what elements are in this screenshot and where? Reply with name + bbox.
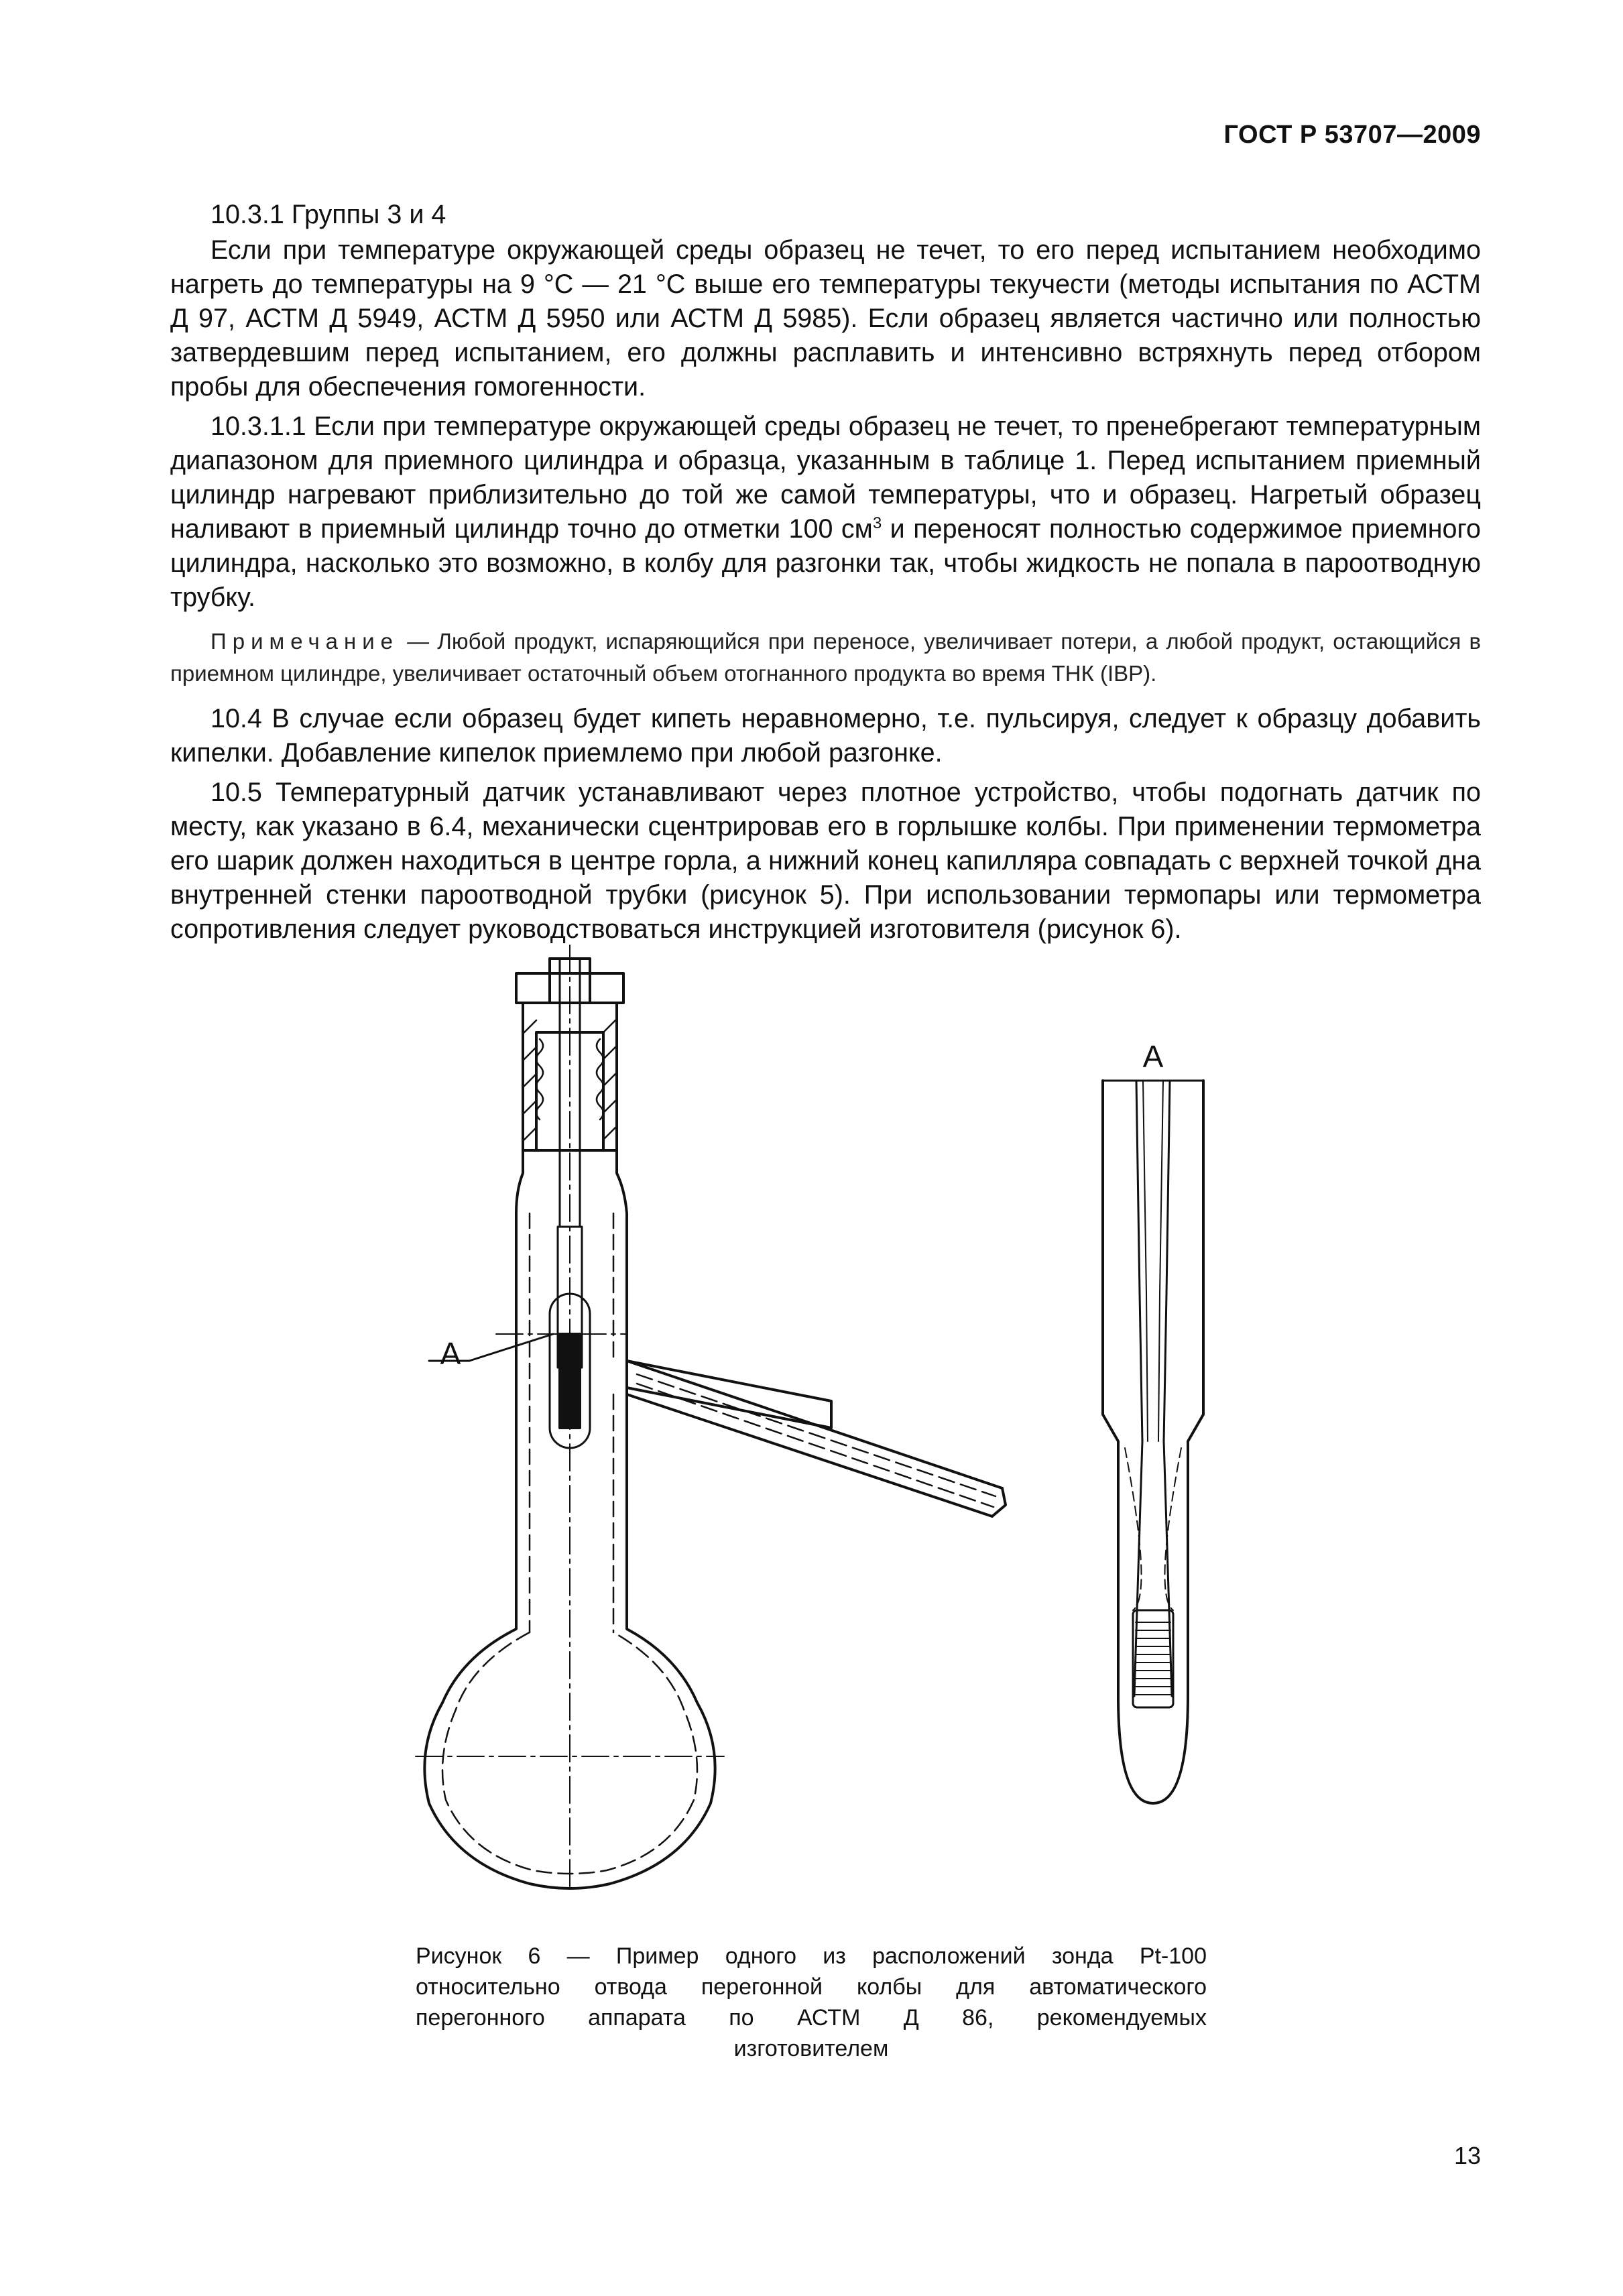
paragraph-10-5: 10.5 Температурный датчик устанавливают через плотное устройство, чтобы подогнать датчик по месту, как указано в 6.4, механически сцентрировав его в горлышке колбы. При применении термометра его шарик должен находиться в центре горла, а нижний конец капилляра совпадать с верхней точкой дна внутренней стенки пароотводной трубки (рисунок 5). При использовании термопары или термометра сопротивления следует руководствоваться инструкцией изготовителя (рисунок 6). [170, 778, 1481, 944]
document-number-header: ГОСТ Р 53707—2009 [1223, 121, 1481, 149]
superscript-3: 3 [872, 513, 882, 532]
detail-a-drawing [1103, 1081, 1203, 1803]
figure-label-a-detail: А [1142, 1039, 1164, 1074]
page-number: 13 [1453, 2142, 1481, 2169]
note-label: Примечание [211, 629, 400, 654]
note [170, 625, 1481, 690]
caption-line-1: Рисунок 6 — Пример одного из расположений зонда Pt-100 [416, 1943, 1207, 1969]
paragraph-10-3-1-1-part2: и переносят полностью содержимое приемного цилиндра, насколько это возможно, в колбу для разгонки так, чтобы жидкость не попала в пароотводную трубку. [170, 514, 1481, 612]
note-text: — Любой продукт, испаряющийся при переносе, увеличивает потери, а любой продукт, остающийся в приемном цилиндре, увеличивает остаточный объем отогнанного продукта во время ТНК (IBP). [170, 629, 1481, 686]
paragraph-10-3-1-1-part1: 10.3.1.1 Если при температуре окружающей среды образец не течет, то пренебрегают температурным диапазоном для приемного цилиндра и образца, указанным в таблице 1. Перед испытанием приемный цилиндр нагревают приблизительно до той же самой температуры, что и образец. Нагретый образец наливают в приемный цилиндр точно до отметки 100 см [170, 412, 1481, 544]
caption-line-3: перегонного аппарата по АСТМ Д 86, рекомендуемых [416, 2005, 1207, 2031]
caption-line-4: изготовителем [733, 2036, 889, 2061]
figure-6-drawing [0, 932, 1623, 1897]
paragraph-10-3-1: Если при температуре окружающей среды образец не течет, то его перед испытанием необходимо нагреть до температуры на 9 °С — 21 °С выше его температуры текучести (методы испытания по АСТМ Д 97, АСТМ Д 5949, АСТМ Д 5950 или АСТМ Д 5985). Если образец является частично или полностью затвердевшим перед испытанием, его должны расплавить и интенсивно встряхнуть перед отбором пробы для обеспечения гомогенности. [170, 235, 1481, 402]
caption-line-2: относительно отвода перегонной колбы для автоматического [416, 1974, 1207, 2000]
body-text [170, 198, 1481, 952]
figure-6 [0, 932, 1623, 1897]
figure-caption [416, 1941, 1207, 2064]
figure-label-a-flask: А [440, 1336, 461, 1371]
section-heading-10-3-1: 10.3.1 Группы 3 и 4 [211, 200, 446, 229]
distillation-flask-drawing [416, 945, 1006, 1890]
paragraph-10-4: 10.4 В случае если образец будет кипеть неравномерно, т.е. пульсируя, следует к образцу добавить кипелки. Добавление кипелок приемлемо при любой разгонке. [170, 704, 1481, 768]
paragraph-10-3-1-1 [170, 410, 1481, 615]
